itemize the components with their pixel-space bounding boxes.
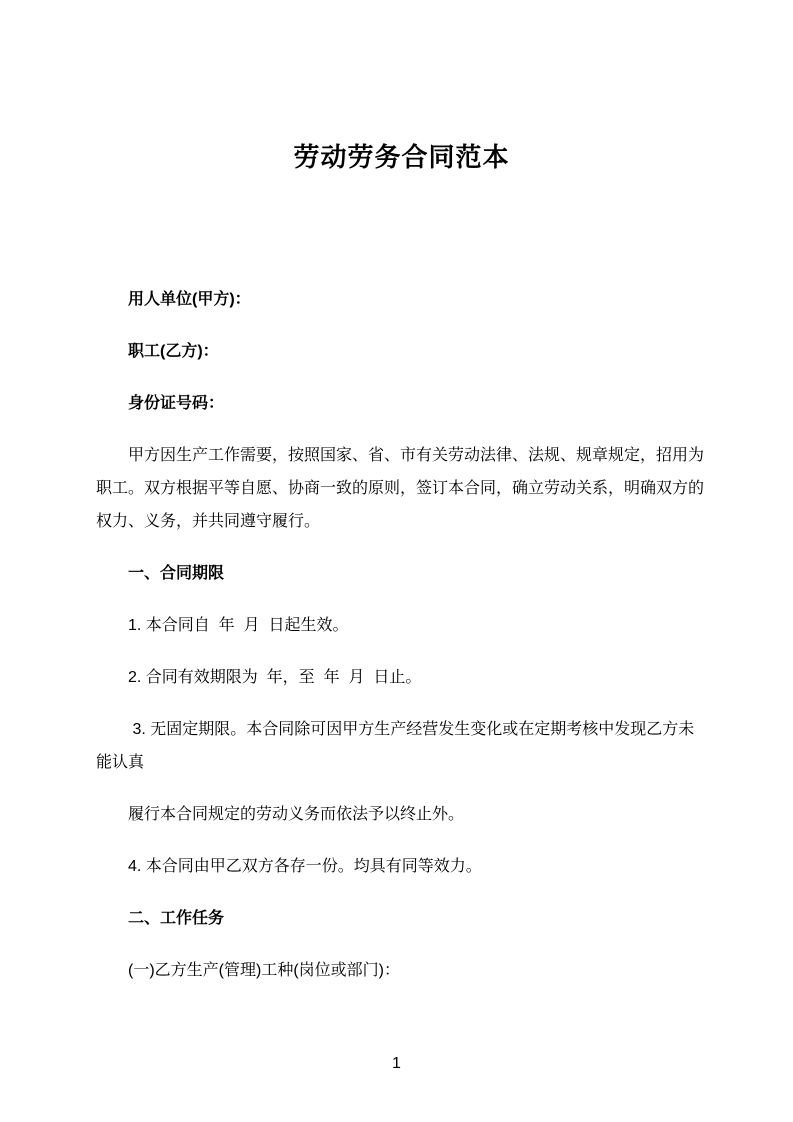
section1-clause3-line1: 3. 无固定期限。本合同除可因甲方生产经营发生变化或在定期考核中发现乙方未 [128, 721, 695, 738]
section2-heading: 二、工作任务 [128, 910, 225, 927]
document-title: 劳动劳务合同范本 [293, 142, 510, 172]
section1-clause3-continuation: 履行本合同规定的劳动义务而依法予以终止外。 [128, 806, 465, 823]
section1-heading: 一、合同期限 [128, 565, 225, 582]
intro-paragraph: 甲方因生产工作需要，按照国家、省、市有关劳动法律、法规、规章规定，招用为职工。双方根据平等自愿、协商一致的原则，签订本合同，确立劳动关系，明确双方的权力、义务，并共同遵守履行。 [96, 447, 705, 530]
section1-clause1: 1. 本合同自 年 月 日起生效。 [128, 617, 349, 634]
id-number-label: 身份证号码： [128, 395, 225, 412]
party-b-label: 职工(乙方)： [128, 343, 219, 360]
section1-clause2: 2. 合同有效期限为 年，至 年 月 日止。 [128, 669, 422, 686]
section1-clause3-line2: 能认真 [96, 754, 145, 771]
section1-clause3 [96, 713, 707, 779]
party-a-label: 用人单位(甲方)： [128, 291, 251, 308]
page-number: 1 [392, 1055, 401, 1072]
section2-clause1: (一)乙方生产(管理)工种(岗位或部门)： [128, 962, 400, 979]
section1-clause4: 4. 本合同由甲乙双方各存一份。均具有同等效力。 [128, 858, 482, 875]
